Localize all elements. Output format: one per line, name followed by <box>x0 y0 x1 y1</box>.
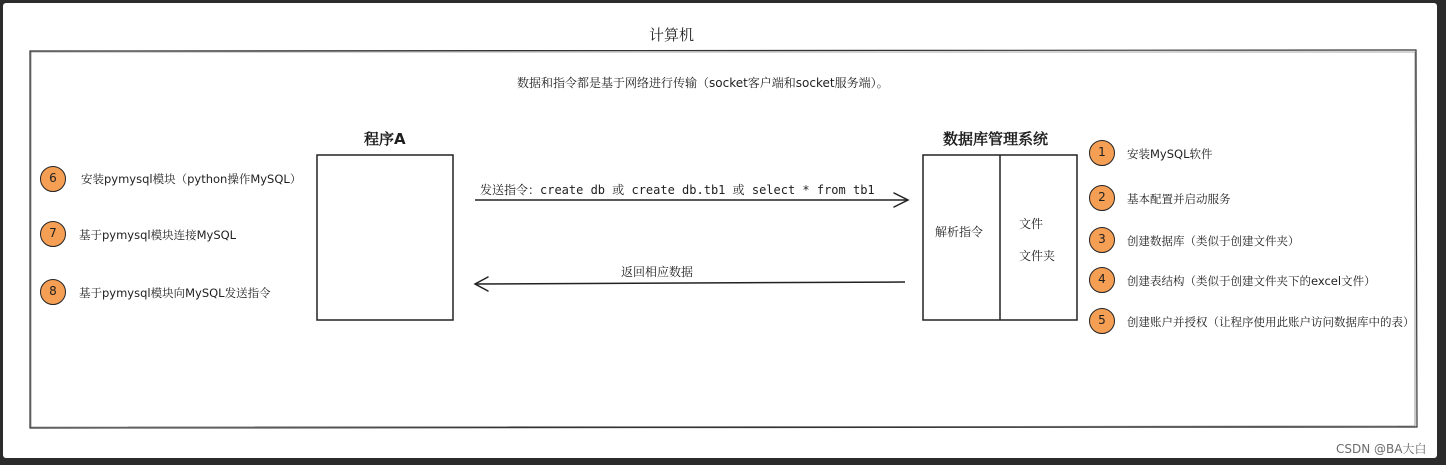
step-badge-6: 6 <box>40 166 66 192</box>
step-badge-2: 2 <box>1089 185 1115 211</box>
program-box <box>317 155 453 320</box>
watermark: CSDN @BA大白 <box>1336 442 1427 456</box>
step-badge-7: 7 <box>40 221 66 247</box>
step-text-8: 基于pymysql模块向MySQL发送指令 <box>79 286 271 300</box>
file-label: 文件 <box>1019 217 1044 231</box>
step-badge-5: 5 <box>1089 308 1115 334</box>
step-text-6: 安装pymysql模块（python操作MySQL） <box>81 172 302 186</box>
step-text-4: 创建表结构（类似于创建文件夹下的excel文件） <box>1127 274 1376 288</box>
step-text-7: 基于pymysql模块连接MySQL <box>79 228 237 242</box>
step-badge-8: 8 <box>40 279 66 305</box>
network-note: 数据和指令都是基于网络进行传输（socket客户端和socket服务端）。 <box>517 76 889 90</box>
folder-label: 文件夹 <box>1019 249 1056 263</box>
dbms-label: 数据库管理系统 <box>943 130 1049 148</box>
step-text-5: 创建账户并授权（让程序使用此账户访问数据库中的表） <box>1127 315 1415 329</box>
step-badge-4: 4 <box>1089 267 1115 293</box>
step-badge-3: 3 <box>1089 227 1115 253</box>
step-text-1: 安装MySQL软件 <box>1127 147 1213 161</box>
step-text-3: 创建数据库（类似于创建文件夹） <box>1127 234 1300 248</box>
program-label: 程序A <box>364 130 406 148</box>
step-text-2: 基本配置并启动服务 <box>1127 192 1231 206</box>
parse-command-label: 解析指令 <box>935 225 984 239</box>
step-badge-1: 1 <box>1089 140 1115 166</box>
return-arrow-label: 返回相应数据 <box>621 265 694 279</box>
diagram-title: 计算机 <box>649 26 695 44</box>
diagram-canvas <box>3 3 1437 458</box>
send-arrow-label: 发送指令：create db 或 create db.tb1 或 select * from tb1 <box>480 183 875 197</box>
